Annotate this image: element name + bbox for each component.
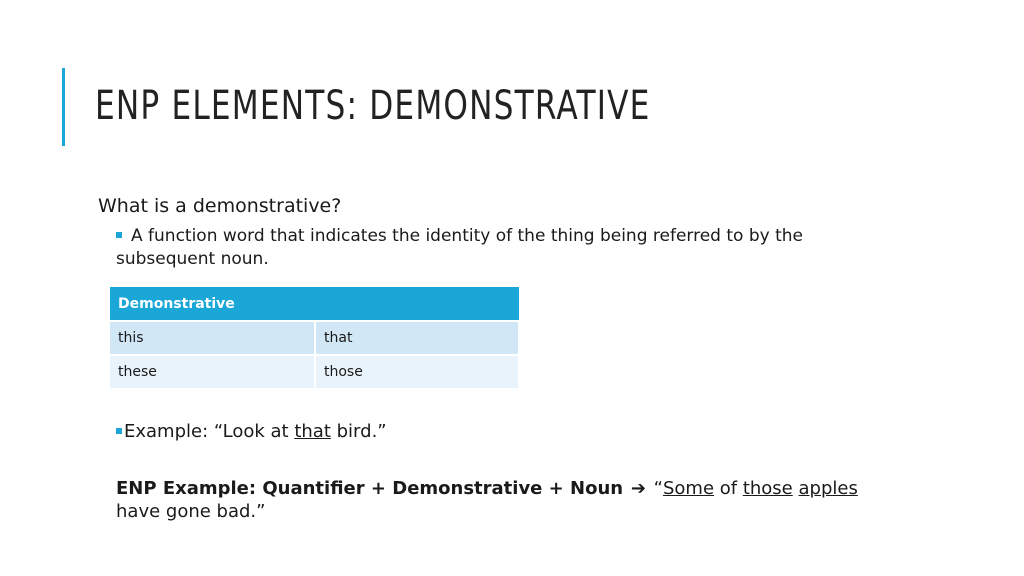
square-bullet-icon bbox=[116, 232, 122, 238]
table-cell: this bbox=[110, 321, 315, 355]
enp-word-apples: apples bbox=[798, 478, 858, 499]
arrow-right-icon: ➔ bbox=[630, 478, 646, 499]
enp-word-of: of bbox=[714, 478, 743, 499]
enp-example bbox=[116, 477, 896, 523]
square-bullet-icon bbox=[116, 428, 122, 434]
enp-example-label: ENP Example: Quantifier + Demonstrative + Noun bbox=[116, 478, 624, 499]
enp-word-those: those bbox=[742, 478, 793, 499]
table-row bbox=[110, 355, 519, 389]
table-header: Demonstrative bbox=[110, 287, 519, 321]
enp-word-some: Some bbox=[662, 478, 715, 499]
demonstrative-table bbox=[110, 287, 520, 390]
quote-open: “ bbox=[653, 478, 663, 499]
table-cell: those bbox=[315, 355, 519, 389]
definition-text: A function word that indicates the identity of the thing being referred to by the subsequent noun. bbox=[116, 226, 803, 269]
table-cell: that bbox=[315, 321, 519, 355]
slide-title: ENP ELEMENTS: DEMONSTRATIVE bbox=[95, 83, 651, 129]
question-text: What is a demonstrative? bbox=[98, 195, 342, 217]
table-header-row bbox=[110, 287, 519, 321]
definition-bullet bbox=[116, 225, 896, 271]
table-cell: these bbox=[110, 355, 315, 389]
enp-example-rest: have gone bad.” bbox=[116, 501, 266, 522]
example-underlined-word: that bbox=[294, 421, 331, 442]
table-row bbox=[110, 321, 519, 355]
title-accent-bar bbox=[62, 68, 65, 146]
example-prefix: Example: “Look at bbox=[124, 421, 295, 442]
example-bullet bbox=[116, 421, 387, 442]
example-suffix: bird.” bbox=[330, 421, 387, 442]
